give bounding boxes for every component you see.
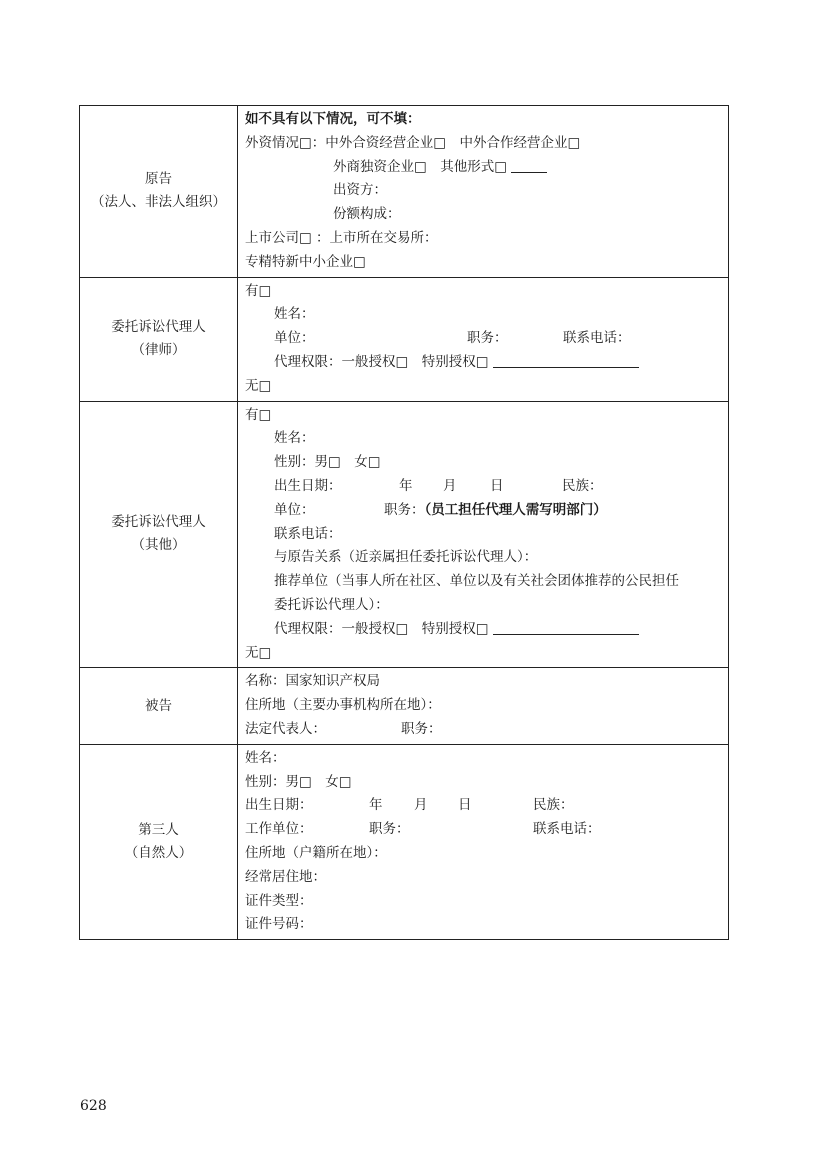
other-unit-field[interactable]: 单位： <box>274 501 315 518</box>
other-position-note: （员工担任代理人需写明部门） <box>424 501 607 518</box>
other-birth-year: 年 <box>399 477 413 494</box>
other-position-label: 职务： <box>384 501 425 518</box>
other-authority-blank[interactable] <box>493 620 639 635</box>
defendant-position-field[interactable]: 职务： <box>401 720 442 737</box>
defendant-address-field[interactable]: 住所地（主要办事机构所在地）： <box>245 697 441 714</box>
foreign-investment-row2-text: 外商独资企业□ 其他形式□ <box>333 158 508 175</box>
lawyer-none-checkbox[interactable]: 无□ <box>245 377 272 394</box>
defendant-label-cell <box>80 668 238 744</box>
third-ethnicity-field[interactable]: 民族： <box>533 797 574 814</box>
third-party-label-note: （自然人） <box>124 844 193 861</box>
lawyer-authority-blank[interactable] <box>493 353 639 368</box>
other-birth-month: 月 <box>443 477 457 494</box>
plaintiff-label-cell <box>80 106 238 278</box>
defendant-label: 被告 <box>145 697 172 714</box>
other-has-checkbox[interactable]: 有□ <box>245 406 272 423</box>
other-agent-label-cell <box>80 401 238 668</box>
lawyer-agent-label-note: （律师） <box>131 342 186 359</box>
third-residence-field[interactable]: 经常居住地： <box>245 868 326 885</box>
other-agent-row <box>80 401 729 668</box>
other-agent-label-note: （其他） <box>131 537 186 554</box>
other-birth-day: 日 <box>490 477 504 494</box>
other-birth-row <box>245 475 728 499</box>
third-birth-year: 年 <box>369 797 383 814</box>
complaint-form-table <box>79 105 729 940</box>
lawyer-authority-text: 代理权限：一般授权□ 特别授权□ <box>274 353 489 370</box>
third-party-label: 第三人 <box>138 821 179 838</box>
share-field[interactable]: 份额构成： <box>333 206 401 223</box>
other-birth-field[interactable]: 出生日期： <box>274 477 342 494</box>
defendant-name: 名称：国家知识产权局 <box>245 673 380 690</box>
lawyer-agent-row <box>80 277 729 401</box>
plaintiff-row <box>80 106 729 278</box>
other-authority-text: 代理权限：一般授权□ 特别授权□ <box>274 620 489 637</box>
investor-field[interactable]: 出资方： <box>333 182 387 199</box>
plaintiff-intro: 如不具有以下情况，可不填： <box>245 111 421 127</box>
defendant-rep-field[interactable]: 法定代表人： <box>245 720 326 737</box>
foreign-investment-row2[interactable] <box>245 156 728 180</box>
lawyer-agent-label-cell <box>80 277 238 401</box>
third-position-field[interactable]: 职务： <box>369 821 410 838</box>
third-id-number-field[interactable]: 证件号码： <box>245 916 313 933</box>
other-ethnicity-field[interactable]: 民族： <box>562 477 603 494</box>
plaintiff-label-note: （法人、非法人组织） <box>91 194 226 211</box>
other-relation-field[interactable]: 与原告关系（近亲属担任委托诉讼代理人）： <box>274 549 538 566</box>
other-unit-row <box>245 499 728 523</box>
defendant-row <box>80 668 729 744</box>
third-phone-field[interactable]: 联系电话： <box>533 821 601 838</box>
listed-company-field[interactable]: 上市公司□ ：上市所在交易所： <box>245 229 438 246</box>
other-gender-field[interactable]: 性别：男□ 女□ <box>274 454 381 471</box>
third-birth-row <box>245 794 728 818</box>
other-name-field[interactable]: 姓名： <box>274 430 315 447</box>
plaintiff-content-cell <box>238 106 729 278</box>
lawyer-unit-field[interactable]: 单位： <box>274 330 315 347</box>
third-birth-field[interactable]: 出生日期： <box>245 797 313 814</box>
lawyer-has-checkbox[interactable]: 有□ <box>245 282 272 299</box>
other-position-field[interactable] <box>384 499 607 523</box>
third-party-row <box>80 744 729 939</box>
lawyer-phone-field[interactable]: 联系电话： <box>563 330 631 347</box>
defendant-content-cell <box>238 668 729 744</box>
foreign-investment-row1[interactable]: 外资情况□：中外合资经营企业□ 中外合作经营企业□ <box>245 134 581 151</box>
third-id-type-field[interactable]: 证件类型： <box>245 892 313 909</box>
third-birth-month: 月 <box>414 797 428 814</box>
lawyer-agent-content-cell <box>238 277 729 401</box>
other-phone-field[interactable]: 联系电话： <box>274 525 342 542</box>
lawyer-agent-label: 委托诉讼代理人 <box>111 319 206 336</box>
other-agent-label: 委托诉讼代理人 <box>111 514 206 531</box>
third-work-row <box>245 818 728 842</box>
defendant-rep-row <box>245 718 728 742</box>
lawyer-name-field[interactable]: 姓名： <box>274 306 315 323</box>
third-birth-day: 日 <box>458 797 472 814</box>
third-work-unit-field[interactable]: 工作单位： <box>245 821 313 838</box>
other-form-blank[interactable] <box>511 158 547 173</box>
other-recommend-line1[interactable]: 推荐单位（当事人所在社区、单位以及有关社会团体推荐的公民担任 <box>274 573 679 590</box>
other-authority-row[interactable] <box>245 618 728 642</box>
lawyer-unit-row <box>245 327 728 351</box>
other-none-checkbox[interactable]: 无□ <box>245 644 272 661</box>
lawyer-authority-row[interactable] <box>245 351 728 375</box>
plaintiff-label: 原告 <box>145 171 172 188</box>
other-recommend-line2[interactable]: 委托诉讼代理人）： <box>274 596 389 613</box>
third-party-label-cell <box>80 744 238 939</box>
other-agent-content-cell <box>238 401 729 668</box>
third-domicile-field[interactable]: 住所地（户籍所在地）： <box>245 844 387 861</box>
lawyer-position-field[interactable]: 职务： <box>467 330 508 347</box>
page-number: 628 <box>80 1098 107 1114</box>
third-gender-field[interactable]: 性别：男□ 女□ <box>245 773 352 790</box>
sme-field[interactable]: 专精特新中小企业□ <box>245 253 366 270</box>
third-party-content-cell <box>238 744 729 939</box>
third-name-field[interactable]: 姓名： <box>245 749 286 766</box>
